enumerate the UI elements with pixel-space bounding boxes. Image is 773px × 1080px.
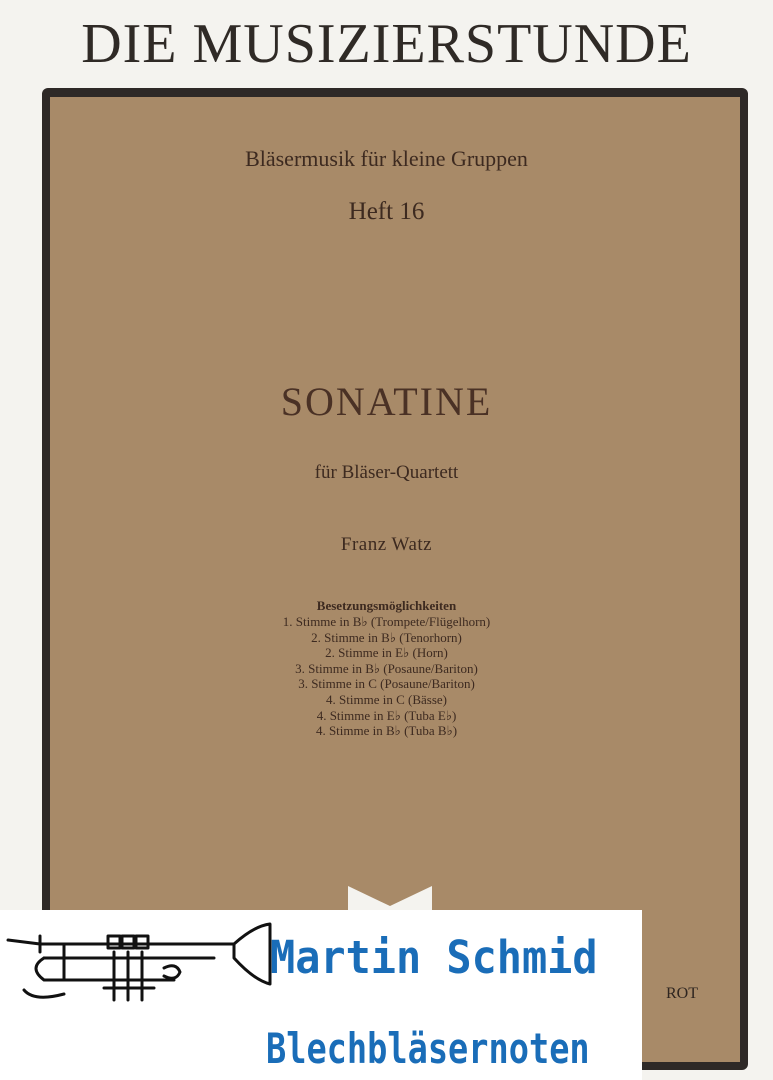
banner-tagline: Blechbläsernoten bbox=[266, 1024, 590, 1073]
part-item: 4. Stimme in C (Bässe) bbox=[326, 691, 447, 707]
instrumentation-heading: Besetzungsmöglichkeiten bbox=[316, 598, 457, 613]
part-item: 2. Stimme in B♭ (Tenorhorn) bbox=[311, 629, 462, 645]
series-title: DIE MUSIZIERSTUNDE bbox=[81, 13, 692, 75]
edition-code: ROT bbox=[666, 985, 698, 1002]
instrumentation-list bbox=[0, 614, 773, 739]
part-item: 3. Stimme in C (Posaune/Bariton) bbox=[298, 676, 475, 692]
part-item: 3. Stimme in B♭ (Posaune/Bariton) bbox=[295, 660, 478, 676]
part-item: 4. Stimme in B♭ (Tuba B♭) bbox=[315, 723, 458, 739]
composer: Franz Watz bbox=[340, 534, 433, 555]
part-item: 2. Stimme in E♭ (Horn) bbox=[325, 645, 448, 661]
scoring: für Bläser-Quartett bbox=[314, 462, 459, 483]
instrumentation-block bbox=[0, 598, 773, 739]
trumpet-icon bbox=[4, 922, 272, 1012]
subtitle: Bläsermusik für kleine Gruppen bbox=[245, 146, 528, 171]
part-item: 4. Stimme in E♭ (Tuba E♭) bbox=[316, 707, 457, 723]
issue-number: Heft 16 bbox=[348, 198, 425, 225]
part-item: 1. Stimme in B♭ (Trompete/Flügelhorn) bbox=[282, 614, 491, 629]
work-title: SONATINE bbox=[280, 379, 493, 424]
banner-name: Martin Schmid bbox=[270, 931, 598, 984]
